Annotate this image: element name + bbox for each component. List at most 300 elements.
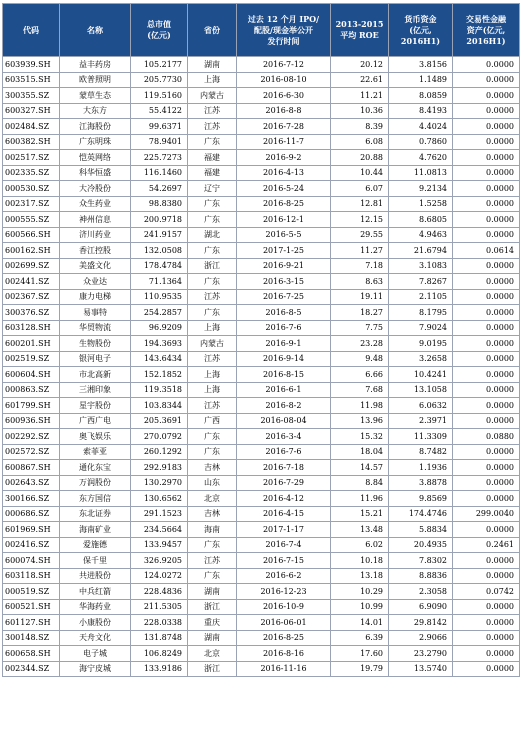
cell-stock-name: 天舟文化 <box>60 630 131 646</box>
cell-province: 湖南 <box>188 57 237 73</box>
cell-stock-name: 海南矿业 <box>60 522 131 538</box>
cell-issue-date: 2016-6-1 <box>237 382 331 398</box>
cell-trading-assets: 0.0000 <box>453 150 520 166</box>
cell-stock-code: 300355.SZ <box>3 88 60 104</box>
cell-avg-roe: 23.28 <box>331 336 389 352</box>
cell-stock-code: 600566.SH <box>3 227 60 243</box>
cell-stock-code: 603939.SH <box>3 57 60 73</box>
cell-issue-date: 2016-7-28 <box>237 119 331 135</box>
cell-issue-date: 2016-5-24 <box>237 181 331 197</box>
stock-table <box>2 3 520 677</box>
cell-avg-roe: 19.79 <box>331 661 389 677</box>
cell-market-cap: 228.4836 <box>131 584 188 600</box>
cell-stock-code: 601127.SH <box>3 615 60 631</box>
cell-cash: 4.4024 <box>389 119 453 135</box>
column-header-line: 省份 <box>204 24 220 35</box>
table-row <box>3 553 520 569</box>
cell-province: 广东 <box>188 274 237 290</box>
cell-stock-code: 600074.SH <box>3 553 60 569</box>
cell-province: 上海 <box>188 320 237 336</box>
cell-cash: 10.4241 <box>389 367 453 383</box>
cell-stock-code: 300376.SZ <box>3 305 60 321</box>
header-row <box>3 4 520 57</box>
cell-issue-date: 2016-3-15 <box>237 274 331 290</box>
stock-table-container <box>2 3 519 677</box>
cell-cash: 174.4746 <box>389 506 453 522</box>
cell-province: 广东 <box>188 429 237 445</box>
cell-province: 湖北 <box>188 227 237 243</box>
cell-avg-roe: 10.99 <box>331 599 389 615</box>
cell-trading-assets: 0.0880 <box>453 429 520 445</box>
cell-stock-code: 600867.SH <box>3 460 60 476</box>
cell-province: 江苏 <box>188 398 237 414</box>
column-header-line: 2013-2015 <box>335 19 384 29</box>
cell-avg-roe: 8.84 <box>331 475 389 491</box>
cell-avg-roe: 13.48 <box>331 522 389 538</box>
cell-cash: 3.2658 <box>389 351 453 367</box>
cell-stock-code: 000519.SZ <box>3 584 60 600</box>
cell-trading-assets: 0.0000 <box>453 661 520 677</box>
cell-issue-date: 2016-08-10 <box>237 72 331 88</box>
cell-province: 浙江 <box>188 661 237 677</box>
cell-province: 广东 <box>188 196 237 212</box>
table-row <box>3 646 520 662</box>
cell-issue-date: 2017-1-25 <box>237 243 331 259</box>
cell-stock-name: 美盛文化 <box>60 258 131 274</box>
cell-avg-roe: 7.18 <box>331 258 389 274</box>
cell-cash: 21.6794 <box>389 243 453 259</box>
cell-province: 吉林 <box>188 460 237 476</box>
cell-market-cap: 228.0338 <box>131 615 188 631</box>
cell-avg-roe: 8.39 <box>331 119 389 135</box>
cell-issue-date: 2016-06-01 <box>237 615 331 631</box>
cell-market-cap: 78.9401 <box>131 134 188 150</box>
cell-cash: 2.9066 <box>389 630 453 646</box>
cell-cash: 8.1795 <box>389 305 453 321</box>
cell-province: 浙江 <box>188 599 237 615</box>
cell-avg-roe: 10.18 <box>331 553 389 569</box>
column-header-line: 平均 ROE <box>340 30 379 40</box>
cell-stock-code: 600936.SH <box>3 413 60 429</box>
column-header-5 <box>331 4 389 57</box>
cell-stock-code: 600604.SH <box>3 367 60 383</box>
table-row <box>3 150 520 166</box>
cell-market-cap: 130.6562 <box>131 491 188 507</box>
cell-stock-code: 603128.SH <box>3 320 60 336</box>
cell-province: 上海 <box>188 72 237 88</box>
cell-issue-date: 2016-7-12 <box>237 57 331 73</box>
cell-cash: 6.0632 <box>389 398 453 414</box>
cell-trading-assets: 0.0000 <box>453 336 520 352</box>
cell-market-cap: 133.9186 <box>131 661 188 677</box>
cell-market-cap: 205.3691 <box>131 413 188 429</box>
cell-issue-date: 2016-8-2 <box>237 398 331 414</box>
cell-province: 广东 <box>188 444 237 460</box>
cell-trading-assets: 0.0000 <box>453 88 520 104</box>
cell-stock-name: 恺英网络 <box>60 150 131 166</box>
column-header-line: 总市值 <box>147 19 171 29</box>
cell-market-cap: 116.1460 <box>131 165 188 181</box>
cell-province: 福建 <box>188 165 237 181</box>
cell-cash: 3.1083 <box>389 258 453 274</box>
cell-cash: 2.1105 <box>389 289 453 305</box>
cell-avg-roe: 10.44 <box>331 165 389 181</box>
cell-stock-name: 万润股份 <box>60 475 131 491</box>
cell-avg-roe: 11.27 <box>331 243 389 259</box>
table-row <box>3 522 520 538</box>
cell-stock-code: 603515.SH <box>3 72 60 88</box>
cell-cash: 2.3971 <box>389 413 453 429</box>
table-row <box>3 103 520 119</box>
cell-stock-name: 小康股份 <box>60 615 131 631</box>
cell-market-cap: 234.5664 <box>131 522 188 538</box>
cell-trading-assets: 299.0040 <box>453 506 520 522</box>
cell-market-cap: 205.7730 <box>131 72 188 88</box>
cell-avg-roe: 14.57 <box>331 460 389 476</box>
cell-avg-roe: 20.12 <box>331 57 389 73</box>
table-row <box>3 584 520 600</box>
cell-issue-date: 2016-8-15 <box>237 367 331 383</box>
cell-trading-assets: 0.0000 <box>453 289 520 305</box>
cell-market-cap: 291.1523 <box>131 506 188 522</box>
cell-issue-date: 2016-8-8 <box>237 103 331 119</box>
table-row <box>3 274 520 290</box>
cell-province: 福建 <box>188 150 237 166</box>
table-row <box>3 351 520 367</box>
cell-province: 广西 <box>188 413 237 429</box>
cell-cash: 9.8569 <box>389 491 453 507</box>
cell-market-cap: 200.9718 <box>131 212 188 228</box>
cell-issue-date: 2016-7-15 <box>237 553 331 569</box>
cell-trading-assets: 0.0000 <box>453 522 520 538</box>
column-header-line: (亿元, <box>409 24 432 35</box>
cell-market-cap: 119.3518 <box>131 382 188 398</box>
column-header-line: 过去 12 个月 IPO/ <box>247 13 320 24</box>
table-row <box>3 599 520 615</box>
cell-stock-name: 神州信息 <box>60 212 131 228</box>
table-body <box>3 57 520 677</box>
cell-cash: 4.7620 <box>389 150 453 166</box>
cell-stock-code: 002572.SZ <box>3 444 60 460</box>
cell-issue-date: 2016-12-1 <box>237 212 331 228</box>
cell-stock-name: 蒙草生态 <box>60 88 131 104</box>
cell-stock-code: 002344.SZ <box>3 661 60 677</box>
cell-avg-roe: 13.18 <box>331 568 389 584</box>
table-row <box>3 413 520 429</box>
cell-province: 辽宁 <box>188 181 237 197</box>
cell-cash: 1.1936 <box>389 460 453 476</box>
cell-cash: 20.4935 <box>389 537 453 553</box>
table-row <box>3 88 520 104</box>
column-header-line: 2016H1) <box>400 35 441 46</box>
cell-issue-date: 2016-7-18 <box>237 460 331 476</box>
cell-province: 浙江 <box>188 258 237 274</box>
cell-market-cap: 143.6434 <box>131 351 188 367</box>
cell-issue-date: 2016-7-25 <box>237 289 331 305</box>
table-row <box>3 72 520 88</box>
cell-issue-date: 2016-8-25 <box>237 630 331 646</box>
cell-avg-roe: 7.75 <box>331 320 389 336</box>
cell-avg-roe: 22.61 <box>331 72 389 88</box>
table-row <box>3 460 520 476</box>
cell-cash: 7.9024 <box>389 320 453 336</box>
cell-province: 江苏 <box>188 553 237 569</box>
cell-cash: 1.5258 <box>389 196 453 212</box>
cell-stock-code: 002335.SZ <box>3 165 60 181</box>
cell-stock-name: 易事特 <box>60 305 131 321</box>
cell-trading-assets: 0.0000 <box>453 181 520 197</box>
cell-stock-code: 601799.SH <box>3 398 60 414</box>
table-row <box>3 382 520 398</box>
cell-stock-name: 香江控股 <box>60 243 131 259</box>
cell-issue-date: 2016-3-4 <box>237 429 331 445</box>
column-header-0 <box>3 4 60 57</box>
cell-trading-assets: 0.0000 <box>453 134 520 150</box>
cell-issue-date: 2016-12-23 <box>237 584 331 600</box>
cell-cash: 7.8302 <box>389 553 453 569</box>
cell-stock-code: 002699.SZ <box>3 258 60 274</box>
cell-province: 湖南 <box>188 630 237 646</box>
cell-stock-name: 三湘印象 <box>60 382 131 398</box>
cell-province: 上海 <box>188 382 237 398</box>
table-row <box>3 212 520 228</box>
column-header-line: 名称 <box>87 24 103 35</box>
table-row <box>3 258 520 274</box>
cell-stock-name: 东北证券 <box>60 506 131 522</box>
table-row <box>3 491 520 507</box>
cell-province: 广东 <box>188 134 237 150</box>
cell-stock-code: 600201.SH <box>3 336 60 352</box>
cell-avg-roe: 10.36 <box>331 103 389 119</box>
table-row <box>3 243 520 259</box>
cell-avg-roe: 15.32 <box>331 429 389 445</box>
cell-market-cap: 130.2970 <box>131 475 188 491</box>
cell-province: 北京 <box>188 491 237 507</box>
cell-market-cap: 194.3693 <box>131 336 188 352</box>
cell-avg-roe: 18.27 <box>331 305 389 321</box>
cell-avg-roe: 9.48 <box>331 351 389 367</box>
cell-province: 海南 <box>188 522 237 538</box>
cell-stock-code: 600327.SH <box>3 103 60 119</box>
table-row <box>3 444 520 460</box>
table-row <box>3 134 520 150</box>
cell-trading-assets: 0.0000 <box>453 119 520 135</box>
cell-issue-date: 2016-9-21 <box>237 258 331 274</box>
cell-market-cap: 131.8748 <box>131 630 188 646</box>
cell-cash: 13.5740 <box>389 661 453 677</box>
cell-province: 江苏 <box>188 103 237 119</box>
cell-province: 江苏 <box>188 351 237 367</box>
cell-market-cap: 103.8344 <box>131 398 188 414</box>
cell-issue-date: 2016-7-29 <box>237 475 331 491</box>
cell-stock-name: 爱施德 <box>60 537 131 553</box>
cell-market-cap: 71.1364 <box>131 274 188 290</box>
cell-issue-date: 2016-4-15 <box>237 506 331 522</box>
cell-issue-date: 2016-9-2 <box>237 150 331 166</box>
cell-stock-code: 002367.SZ <box>3 289 60 305</box>
cell-cash: 8.8836 <box>389 568 453 584</box>
column-header-line: 发行时间 <box>267 35 300 46</box>
cell-trading-assets: 0.0000 <box>453 103 520 119</box>
cell-cash: 3.8878 <box>389 475 453 491</box>
cell-province: 内蒙古 <box>188 88 237 104</box>
cell-avg-roe: 12.15 <box>331 212 389 228</box>
cell-cash: 13.1058 <box>389 382 453 398</box>
cell-trading-assets: 0.0000 <box>453 444 520 460</box>
cell-province: 广东 <box>188 537 237 553</box>
cell-market-cap: 119.5160 <box>131 88 188 104</box>
cell-cash: 8.0859 <box>389 88 453 104</box>
cell-issue-date: 2016-9-1 <box>237 336 331 352</box>
cell-market-cap: 98.8380 <box>131 196 188 212</box>
cell-issue-date: 2016-10-9 <box>237 599 331 615</box>
column-header-3 <box>188 4 237 57</box>
cell-stock-name: 中兵红箭 <box>60 584 131 600</box>
cell-issue-date: 2016-11-16 <box>237 661 331 677</box>
cell-avg-roe: 11.98 <box>331 398 389 414</box>
cell-avg-roe: 6.02 <box>331 537 389 553</box>
cell-stock-name: 东方国信 <box>60 491 131 507</box>
cell-stock-name: 康力电梯 <box>60 289 131 305</box>
cell-avg-roe: 7.68 <box>331 382 389 398</box>
table-row <box>3 661 520 677</box>
cell-stock-name: 广东明珠 <box>60 134 131 150</box>
table-row <box>3 165 520 181</box>
cell-trading-assets: 0.0000 <box>453 646 520 662</box>
cell-cash: 5.8834 <box>389 522 453 538</box>
cell-stock-name: 众业达 <box>60 274 131 290</box>
cell-cash: 1.1489 <box>389 72 453 88</box>
cell-stock-code: 002317.SZ <box>3 196 60 212</box>
cell-stock-code: 300148.SZ <box>3 630 60 646</box>
cell-issue-date: 2016-6-30 <box>237 88 331 104</box>
column-header-line: 资产(亿元, <box>466 24 506 35</box>
column-header-line: 货币资金 <box>404 13 437 24</box>
cell-stock-code: 002484.SZ <box>3 119 60 135</box>
cell-trading-assets: 0.0000 <box>453 196 520 212</box>
cell-cash: 3.8156 <box>389 57 453 73</box>
table-row <box>3 475 520 491</box>
cell-market-cap: 260.1292 <box>131 444 188 460</box>
cell-trading-assets: 0.0000 <box>453 460 520 476</box>
cell-avg-roe: 10.29 <box>331 584 389 600</box>
cell-stock-name: 共进股份 <box>60 568 131 584</box>
cell-avg-roe: 6.39 <box>331 630 389 646</box>
cell-issue-date: 2016-08-04 <box>237 413 331 429</box>
cell-stock-name: 保千里 <box>60 553 131 569</box>
cell-stock-name: 星宇股份 <box>60 398 131 414</box>
cell-trading-assets: 0.0000 <box>453 320 520 336</box>
cell-stock-name: 科华恒盛 <box>60 165 131 181</box>
cell-stock-code: 300166.SZ <box>3 491 60 507</box>
table-row <box>3 196 520 212</box>
cell-avg-roe: 8.63 <box>331 274 389 290</box>
cell-market-cap: 152.1852 <box>131 367 188 383</box>
cell-trading-assets: 0.0614 <box>453 243 520 259</box>
cell-stock-code: 000530.SZ <box>3 181 60 197</box>
cell-cash: 9.0195 <box>389 336 453 352</box>
cell-cash: 8.4193 <box>389 103 453 119</box>
cell-trading-assets: 0.0742 <box>453 584 520 600</box>
cell-stock-name: 奥飞娱乐 <box>60 429 131 445</box>
table-row <box>3 181 520 197</box>
cell-cash: 8.7482 <box>389 444 453 460</box>
cell-trading-assets: 0.0000 <box>453 351 520 367</box>
cell-trading-assets: 0.0000 <box>453 630 520 646</box>
cell-trading-assets: 0.0000 <box>453 165 520 181</box>
cell-market-cap: 55.4122 <box>131 103 188 119</box>
cell-stock-code: 000863.SZ <box>3 382 60 398</box>
column-header-4 <box>237 4 331 57</box>
column-header-6 <box>389 4 453 57</box>
cell-stock-code: 002519.SZ <box>3 351 60 367</box>
cell-avg-roe: 17.60 <box>331 646 389 662</box>
cell-province: 江苏 <box>188 119 237 135</box>
cell-stock-name: 大冷股份 <box>60 181 131 197</box>
cell-province: 山东 <box>188 475 237 491</box>
cell-market-cap: 105.2177 <box>131 57 188 73</box>
cell-stock-name: 银河电子 <box>60 351 131 367</box>
cell-stock-name: 华贸物流 <box>60 320 131 336</box>
cell-cash: 0.7860 <box>389 134 453 150</box>
table-row <box>3 119 520 135</box>
cell-stock-name: 大东方 <box>60 103 131 119</box>
table-row <box>3 630 520 646</box>
cell-market-cap: 241.9157 <box>131 227 188 243</box>
cell-stock-code: 600382.SH <box>3 134 60 150</box>
table-row <box>3 367 520 383</box>
cell-stock-code: 002416.SZ <box>3 537 60 553</box>
table-row <box>3 336 520 352</box>
cell-issue-date: 2016-4-12 <box>237 491 331 507</box>
cell-stock-name: 江海股份 <box>60 119 131 135</box>
cell-issue-date: 2016-5-5 <box>237 227 331 243</box>
table-row <box>3 506 520 522</box>
cell-trading-assets: 0.0000 <box>453 367 520 383</box>
cell-issue-date: 2016-7-4 <box>237 537 331 553</box>
cell-issue-date: 2016-6-2 <box>237 568 331 584</box>
cell-cash: 23.2790 <box>389 646 453 662</box>
cell-trading-assets: 0.0000 <box>453 274 520 290</box>
column-header-line: 代码 <box>23 24 39 35</box>
cell-issue-date: 2016-7-6 <box>237 320 331 336</box>
cell-avg-roe: 19.11 <box>331 289 389 305</box>
cell-stock-name: 电子城 <box>60 646 131 662</box>
cell-issue-date: 2016-8-25 <box>237 196 331 212</box>
column-header-2 <box>131 4 188 57</box>
cell-avg-roe: 13.96 <box>331 413 389 429</box>
cell-market-cap: 133.9457 <box>131 537 188 553</box>
cell-avg-roe: 6.08 <box>331 134 389 150</box>
cell-province: 吉林 <box>188 506 237 522</box>
cell-trading-assets: 0.0000 <box>453 398 520 414</box>
cell-province: 广东 <box>188 243 237 259</box>
cell-market-cap: 254.2857 <box>131 305 188 321</box>
cell-stock-code: 002292.SZ <box>3 429 60 445</box>
table-row <box>3 615 520 631</box>
cell-issue-date: 2016-9-14 <box>237 351 331 367</box>
cell-trading-assets: 0.0000 <box>453 258 520 274</box>
cell-stock-code: 002517.SZ <box>3 150 60 166</box>
cell-province: 湖南 <box>188 584 237 600</box>
cell-market-cap: 270.0792 <box>131 429 188 445</box>
table-row <box>3 289 520 305</box>
cell-stock-name: 通化东宝 <box>60 460 131 476</box>
table-header <box>3 4 520 57</box>
cell-stock-code: 000686.SZ <box>3 506 60 522</box>
cell-stock-code: 601969.SH <box>3 522 60 538</box>
cell-stock-code: 002441.SZ <box>3 274 60 290</box>
